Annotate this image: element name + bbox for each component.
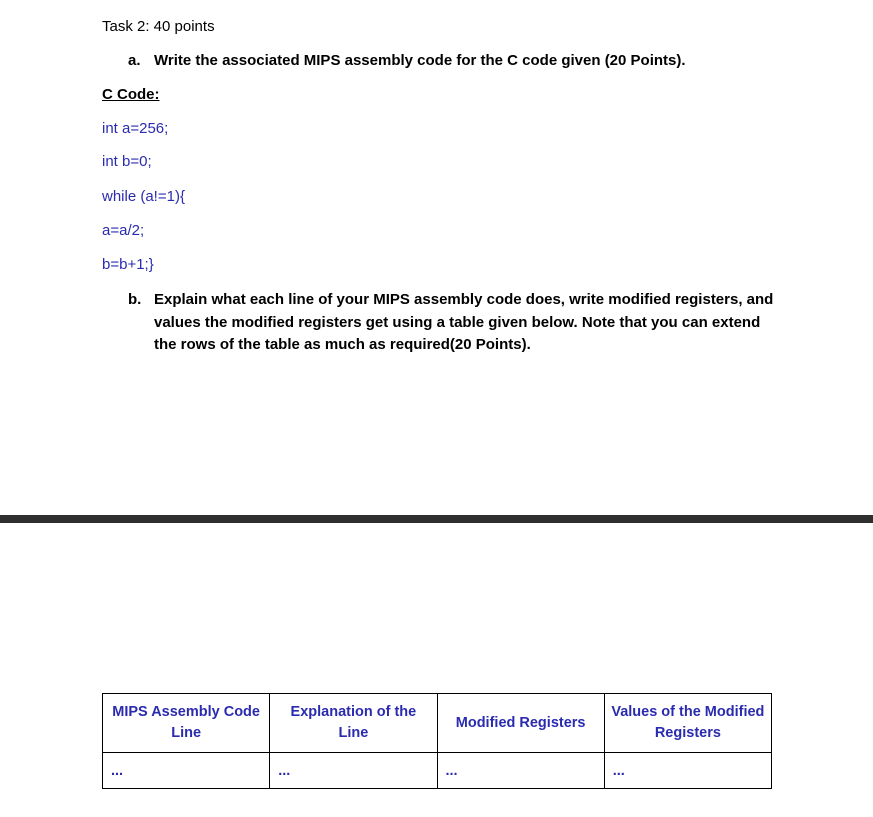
part-b: [128, 289, 778, 357]
code-line-3: while (a!=1){: [102, 188, 185, 205]
table-row: [103, 753, 772, 789]
task-title: Task 2: 40 points: [102, 18, 215, 35]
part-b-marker: b.: [128, 291, 142, 308]
table-header-row: [103, 694, 772, 753]
table-cell: ...: [270, 753, 437, 789]
header-register-values: Values of the Modified Registers: [604, 694, 771, 753]
part-a-text: Write the associated MIPS assembly code for the C code given (20 Points).: [154, 52, 686, 69]
header-modified-registers: Modified Registers: [437, 694, 604, 753]
register-table: [102, 693, 772, 789]
page-divider: [0, 515, 873, 523]
table-cell: ...: [437, 753, 604, 789]
header-mips-line: MIPS Assembly Code Line: [103, 694, 270, 753]
part-b-text: Explain what each line of your MIPS assembly code does, write modified registers, and values the modified registers get using a table given below. Note that you can extend the rows of the table as much as required(20 Points).: [154, 291, 774, 353]
code-line-4: a=a/2;: [102, 222, 145, 239]
code-line-1: int a=256;: [102, 120, 169, 137]
part-a: [128, 52, 686, 69]
table-cell: ...: [604, 753, 771, 789]
header-explanation: Explanation of the Line: [270, 694, 437, 753]
table-cell: ...: [103, 753, 270, 789]
code-line-2: int b=0;: [102, 153, 152, 170]
c-code-label: C Code:: [102, 86, 160, 103]
code-line-5: b=b+1;}: [102, 256, 154, 273]
part-a-marker: a.: [128, 52, 141, 69]
